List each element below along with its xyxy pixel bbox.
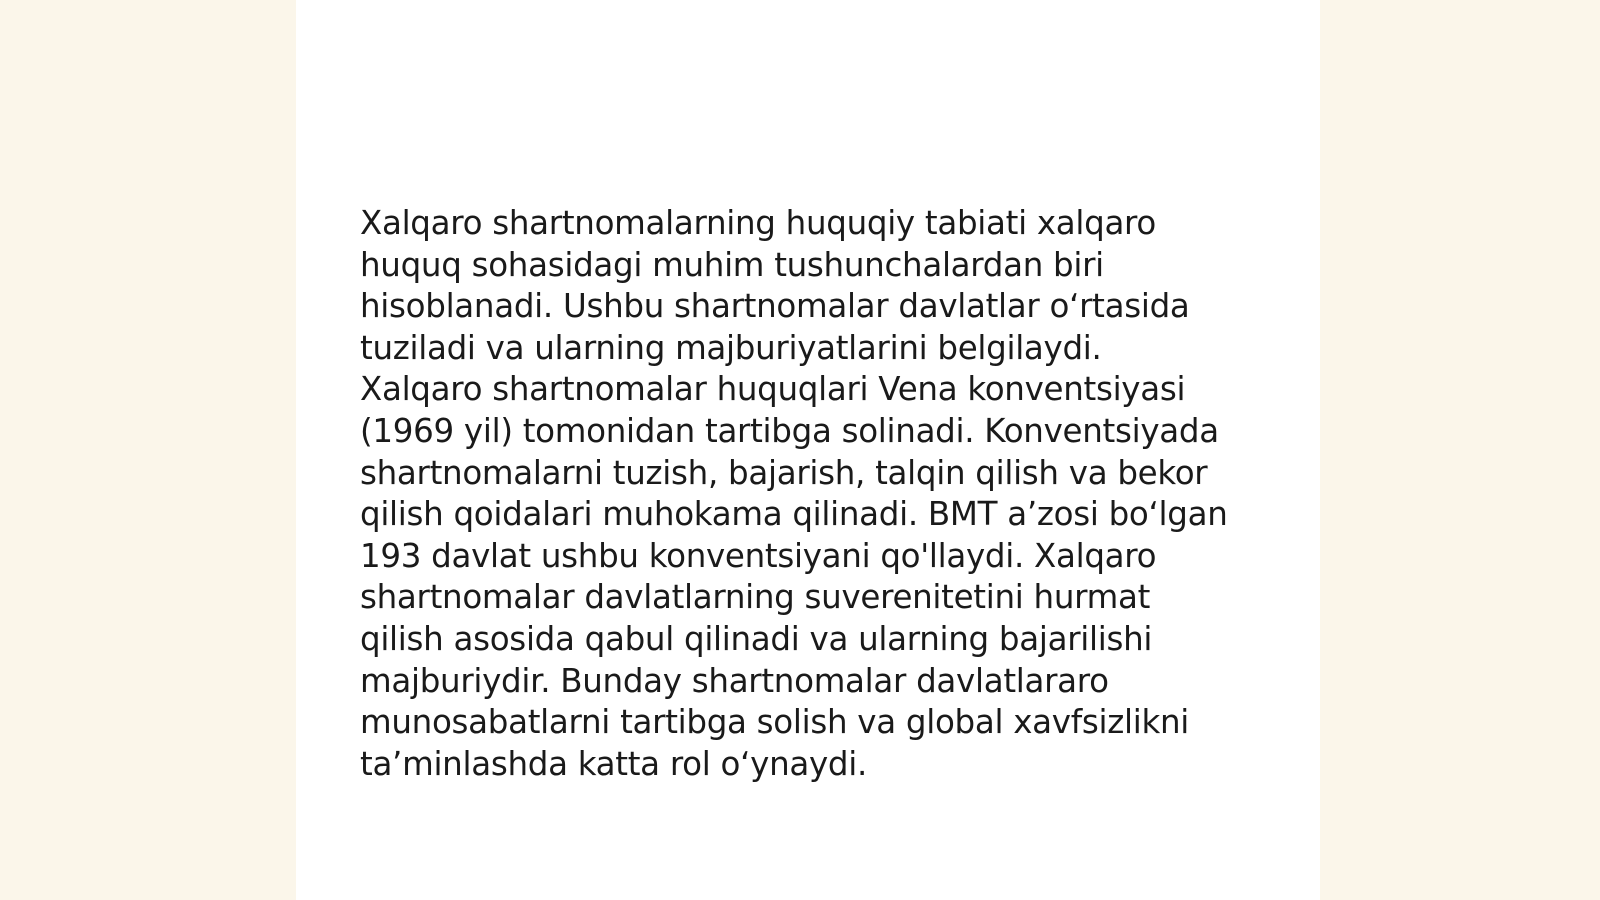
- slide: [296, 0, 1320, 900]
- slide-body-text: Xalqaro shartnomalarning huquqiy tabiati xalqaro huquq sohasidagi muhim tushunchalardan biri hisoblanadi. Ushbu shartnomalar davlatlar o‘rtasida tuziladi va ularning majburiyatlarini belgilaydi. Xalqaro shartnomalar huquqlari Vena konventsiyasi (1969 yil) tomonidan tartibga solinadi. Konventsiyada shartnomalarni tuzish, bajarish, talqin qilish va bekor qilish qoidalari muhokama qilinadi. BMT a’zosi bo‘lgan 193 davlat ushbu konventsiyani qo'llaydi. Xalqaro shartnomalar davlatlarning suverenitetini hurmat qilish asosida qabul qilinadi va ularning bajarilishi majburiydir. Bunday shartnomalar davlatlararo munosabatlarni tartibga solish va global xavfsizlikni ta’minlashda katta rol o‘ynaydi.: [360, 204, 1228, 783]
